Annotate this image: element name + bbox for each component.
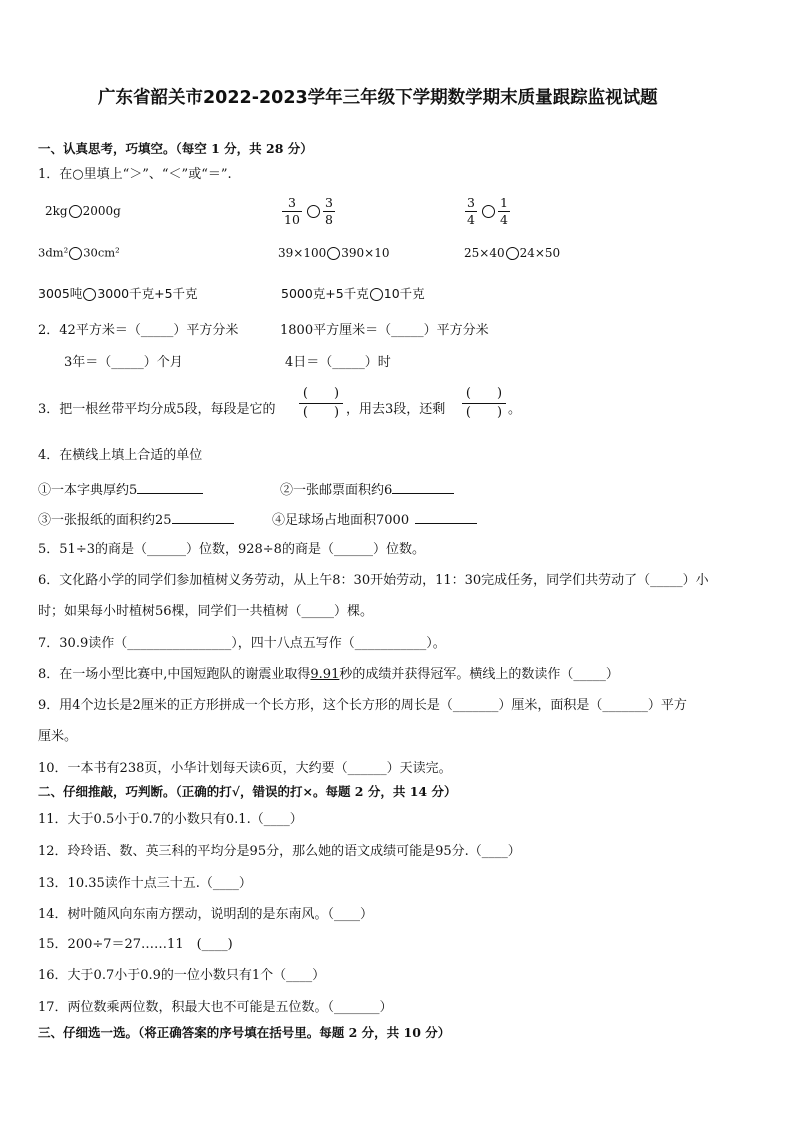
q2-line3: 3年＝（_____）个月 — [64, 355, 183, 370]
q1-a2: 2000g — [82, 204, 121, 218]
q4-item4: ④足球场占地面积7000 — [272, 512, 477, 527]
answer-line[interactable] — [172, 512, 234, 524]
q16: 16．大于0.7小于0.9的一位小数只有1个（____） — [38, 968, 326, 983]
page-title: 广东省韶关市2022-2023学年三年级下学期数学期末质量跟踪监视试题 — [98, 88, 658, 108]
q6-line1: 6．文化路小学的同学们参加植树义务劳动，从上午8：30开始劳动，11：30完成任务，同学们共劳动了（_____）小 — [38, 573, 709, 588]
q14: 14．树叶随风向东南方摆动，说明刮的是东南风。（____） — [38, 907, 374, 922]
compare-circle[interactable] — [327, 247, 340, 260]
compare-circle[interactable] — [370, 288, 383, 301]
q3-text-post: 。 — [508, 402, 522, 417]
q3-fraction-blank-1[interactable]: ( ) ( ) — [299, 386, 343, 421]
q1-row2-item2: 39×100 390×10 — [278, 246, 390, 260]
q10: 10．一本书有238页，小华计划每天读6页，大约要（______）天读完。 — [38, 761, 452, 776]
compare-circle[interactable] — [482, 205, 495, 218]
q3-text-pre: 3．把一根丝带平均分成5段，每段是它的 — [38, 402, 276, 417]
q2-line2: 1800平方厘米＝（_____）平方分米 — [280, 323, 489, 338]
compare-circle[interactable] — [69, 205, 82, 218]
q4-item1: ①一本字典厚约5 — [38, 482, 203, 497]
fraction-3-10: 3 10 — [282, 196, 302, 227]
answer-line[interactable] — [392, 482, 454, 494]
q1-row3-item2: 5000克+5千克 10千克 — [281, 286, 425, 301]
fraction-1-4: 1 4 — [498, 196, 510, 227]
q5: 5．51÷3的商是（______）位数，928÷8的商是（______）位数。 — [38, 542, 425, 557]
q2-line4: 4日＝（_____）时 — [285, 355, 391, 370]
compare-circle[interactable] — [307, 205, 320, 218]
q4-item2: ②一张邮票面积约6 — [280, 482, 454, 497]
q3-fraction-blank-2[interactable]: ( ) ( ) — [462, 386, 506, 421]
q12: 12．玲玲语、数、英三科的平均分是95分，那么她的语文成绩可能是95分.（____） — [38, 844, 521, 859]
q4-label: 4．在横线上填上合适的单位 — [38, 448, 203, 463]
q2-line1: 2．42平方米＝（_____）平方分米 — [38, 323, 239, 338]
q4-item3: ③一张报纸的面积约25 — [38, 512, 234, 527]
compare-circle[interactable] — [83, 288, 96, 301]
compare-circle[interactable] — [506, 247, 519, 260]
compare-circle[interactable] — [69, 247, 82, 260]
q1-label: 1．在○里填上“＞”、“＜”或“＝”. — [38, 167, 232, 182]
q9-line1: 9．用4个边长是2厘米的正方形拼成一个长方形，这个长方形的周长是（_______）厘米，面积是（_______）平方 — [38, 698, 687, 713]
q7: 7．30.9读作（________________），四十八点五写作（___________）。 — [38, 636, 446, 651]
section-2-heading: 二、仔细推敲，巧判断。（正确的打√，错误的打×。每题 2 分，共 14 分） — [38, 784, 457, 799]
q1-a1: 2kg — [45, 204, 68, 218]
q3-text-mid: ，用去3段，还剩 — [346, 402, 446, 417]
fraction-3-8: 3 8 — [323, 196, 335, 227]
q1-row1-item1 — [45, 205, 121, 218]
q6-line2: 时；如果每小时植树56棵，同学们一共植树（_____）棵。 — [38, 604, 374, 619]
q17: 17．两位数乘两位数，积最大也不可能是五位数。（_______） — [38, 1000, 393, 1015]
section-3-heading: 三、仔细选一选。（将正确答案的序号填在括号里。每题 2 分，共 10 分） — [38, 1025, 451, 1040]
section-1-heading: 一、认真思考，巧填空。（每空 1 分，共 28 分） — [38, 141, 313, 156]
q15: 15．200÷7＝27……11 (____) — [38, 937, 233, 952]
q1-row2-item3: 25×40 24×50 — [464, 246, 561, 260]
answer-line[interactable] — [415, 512, 477, 524]
fraction-3-4: 3 4 — [465, 196, 477, 227]
q11: 11．大于0.5小于0.7的小数只有0.1.（____） — [38, 812, 303, 827]
q13: 13．10.35读作十点三十五.（____） — [38, 876, 252, 891]
q1-row3-item1: 3005吨 3000千克+5千克 — [38, 286, 198, 301]
q1-row2-item1: 3dm² 30cm² — [38, 245, 120, 260]
q9-line2: 厘米。 — [38, 729, 78, 744]
answer-line[interactable] — [137, 482, 203, 494]
q8: 8．在一场小型比赛中,中国短跑队的谢震业取得9.91秒的成绩并获得冠军。横线上的数读作（_____） — [38, 667, 619, 682]
underlined-number: 9.91 — [310, 667, 340, 682]
